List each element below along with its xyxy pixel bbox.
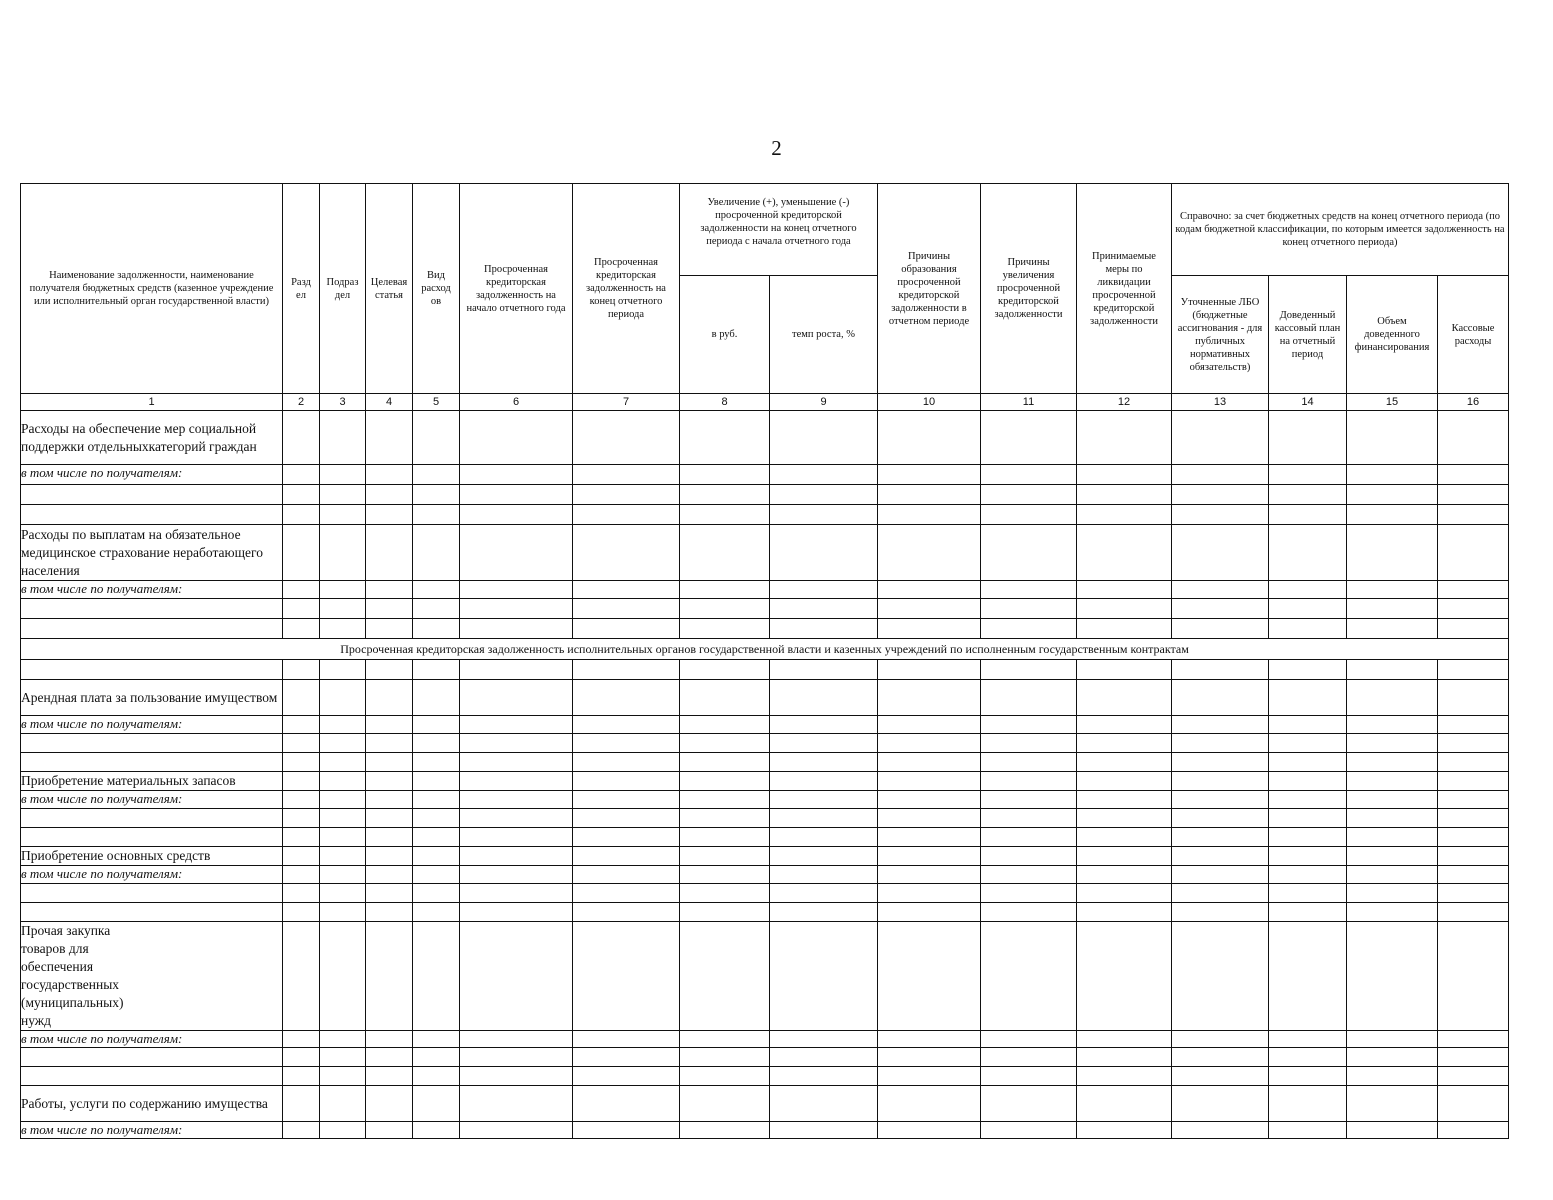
header-cash-plan: Доведенный кассовый план на отчетный период	[1269, 276, 1347, 394]
col-number: 3	[320, 394, 366, 411]
column-number-row	[21, 394, 1509, 411]
table-row	[21, 680, 1509, 716]
recipients-label: в том числе по получателям:	[21, 866, 283, 884]
col-number: 5	[413, 394, 460, 411]
col-number: 10	[878, 394, 981, 411]
col-number: 8	[680, 394, 770, 411]
header-financing: Объем доведенного финансирования	[1347, 276, 1438, 394]
recipients-label: в том числе по получателям:	[21, 1122, 283, 1139]
table-row	[21, 1067, 1509, 1086]
header-expense-type: Вид расход ов	[413, 184, 460, 394]
table-row	[21, 485, 1509, 505]
data-cell[interactable]	[1438, 411, 1509, 465]
table-row	[21, 1122, 1509, 1139]
table-row	[21, 847, 1509, 866]
data-cell[interactable]	[1077, 411, 1172, 465]
header-section: Разд ел	[283, 184, 320, 394]
table-row	[21, 884, 1509, 903]
data-cell[interactable]	[283, 411, 320, 465]
table-row	[21, 734, 1509, 753]
row-label-materials: Приобретение материальных запасов	[21, 772, 283, 791]
table-row	[21, 619, 1509, 639]
table-row	[21, 660, 1509, 680]
col-number: 1	[21, 394, 283, 411]
table-row	[21, 599, 1509, 619]
table-row	[21, 791, 1509, 809]
data-cell[interactable]	[460, 411, 573, 465]
header-reasons-increase: Причины увеличения просроченной кредиторской задолженности	[981, 184, 1077, 394]
data-cell[interactable]	[680, 411, 770, 465]
table-row	[21, 828, 1509, 847]
data-cell[interactable]	[1269, 411, 1347, 465]
overdue-debt-report-table	[20, 183, 1509, 1139]
row-label-property-maintenance: Работы, услуги по содержанию имущества	[21, 1086, 283, 1122]
table-row	[21, 525, 1509, 581]
header-subsection: Подраз дел	[320, 184, 366, 394]
col-number: 14	[1269, 394, 1347, 411]
header-reasons-formation: Причины образования просроченной кредиторской задолженности в отчетном периоде	[878, 184, 981, 394]
header-lbo: Уточненные ЛБО (бюджетные ассигнования - для публичных нормативных обязательств)	[1172, 276, 1269, 394]
col-number: 12	[1077, 394, 1172, 411]
page-number: 2	[771, 136, 782, 160]
col-number: 2	[283, 394, 320, 411]
data-cell[interactable]	[320, 411, 366, 465]
table-row	[21, 465, 1509, 485]
header-change-rub: в руб.	[680, 276, 770, 394]
header-growth-rate: темп роста, %	[770, 276, 878, 394]
data-cell[interactable]	[1347, 411, 1438, 465]
table-row	[21, 866, 1509, 884]
table-row	[21, 581, 1509, 599]
recipients-label: в том числе по получателям:	[21, 465, 283, 485]
table-row	[21, 505, 1509, 525]
row-label-other-procurement: Прочая закупка товаров для обеспечения государственных (муниципальных) нужд	[21, 922, 283, 1031]
table-row	[21, 772, 1509, 791]
data-cell[interactable]	[770, 411, 878, 465]
header-debt-start-year: Просроченная кредиторская задолженность на начало отчетного года	[460, 184, 573, 394]
col-number: 9	[770, 394, 878, 411]
col-number: 11	[981, 394, 1077, 411]
table-row	[21, 1086, 1509, 1122]
recipients-label: в том числе по получателям:	[21, 581, 283, 599]
header-change-group: Увеличение (+), уменьшение (-) просроченной кредиторской задолженности на конец отчетного периода с начала отчетного года	[680, 184, 878, 276]
table-row	[21, 809, 1509, 828]
section-title-contracts: Просроченная кредиторская задолженность исполнительных органов государственной власти и казенных учреждений по исполненным государственным контрактам	[21, 639, 1509, 660]
table-row	[21, 1048, 1509, 1067]
header-debt-name: Наименование задолженности, наименование получателя бюджетных средств (казенное учреждение или исполнительный орган государственной власти)	[21, 184, 283, 394]
data-cell[interactable]	[366, 411, 413, 465]
data-cell[interactable]	[878, 411, 981, 465]
table-row	[21, 1031, 1509, 1048]
section-row	[21, 639, 1509, 660]
table-row	[21, 922, 1509, 1031]
header-measures: Принимаемые меры по ликвидации просроченной кредиторской задолженности	[1077, 184, 1172, 394]
col-number: 4	[366, 394, 413, 411]
table-row	[21, 753, 1509, 772]
data-cell[interactable]	[573, 411, 680, 465]
data-cell[interactable]	[1172, 411, 1269, 465]
recipients-label: в том числе по получателям:	[21, 716, 283, 734]
recipients-label: в том числе по получателям:	[21, 1031, 283, 1048]
header-cash-expenses: Кассовые расходы	[1438, 276, 1509, 394]
row-label-social-support: Расходы на обеспечение мер социальной поддержки отдельныхкатегорий граждан	[21, 411, 283, 465]
data-cell[interactable]	[981, 411, 1077, 465]
col-number: 7	[573, 394, 680, 411]
col-number: 15	[1347, 394, 1438, 411]
header-row-1	[21, 184, 1509, 276]
table-row	[21, 411, 1509, 465]
row-label-fixed-assets: Приобретение основных средств	[21, 847, 283, 866]
header-target-article: Целевая статья	[366, 184, 413, 394]
col-number: 6	[460, 394, 573, 411]
recipients-label: в том числе по получателям:	[21, 791, 283, 809]
data-cell[interactable]	[413, 411, 460, 465]
header-reference-group: Справочно: за счет бюджетных средств на конец отчетного периода (по кодам бюджетной классификации, по которым имеется задолженность на конец отчетного периода)	[1172, 184, 1509, 276]
col-number: 16	[1438, 394, 1509, 411]
table-row	[21, 716, 1509, 734]
row-label-medical-insurance: Расходы по выплатам на обязательное медицинское страхование неработающего населения	[21, 525, 283, 581]
table-row	[21, 903, 1509, 922]
header-debt-end-period: Просроченная кредиторская задолженность на конец отчетного периода	[573, 184, 680, 394]
row-label-rent: Арендная плата за пользование имуществом	[21, 680, 283, 716]
col-number: 13	[1172, 394, 1269, 411]
